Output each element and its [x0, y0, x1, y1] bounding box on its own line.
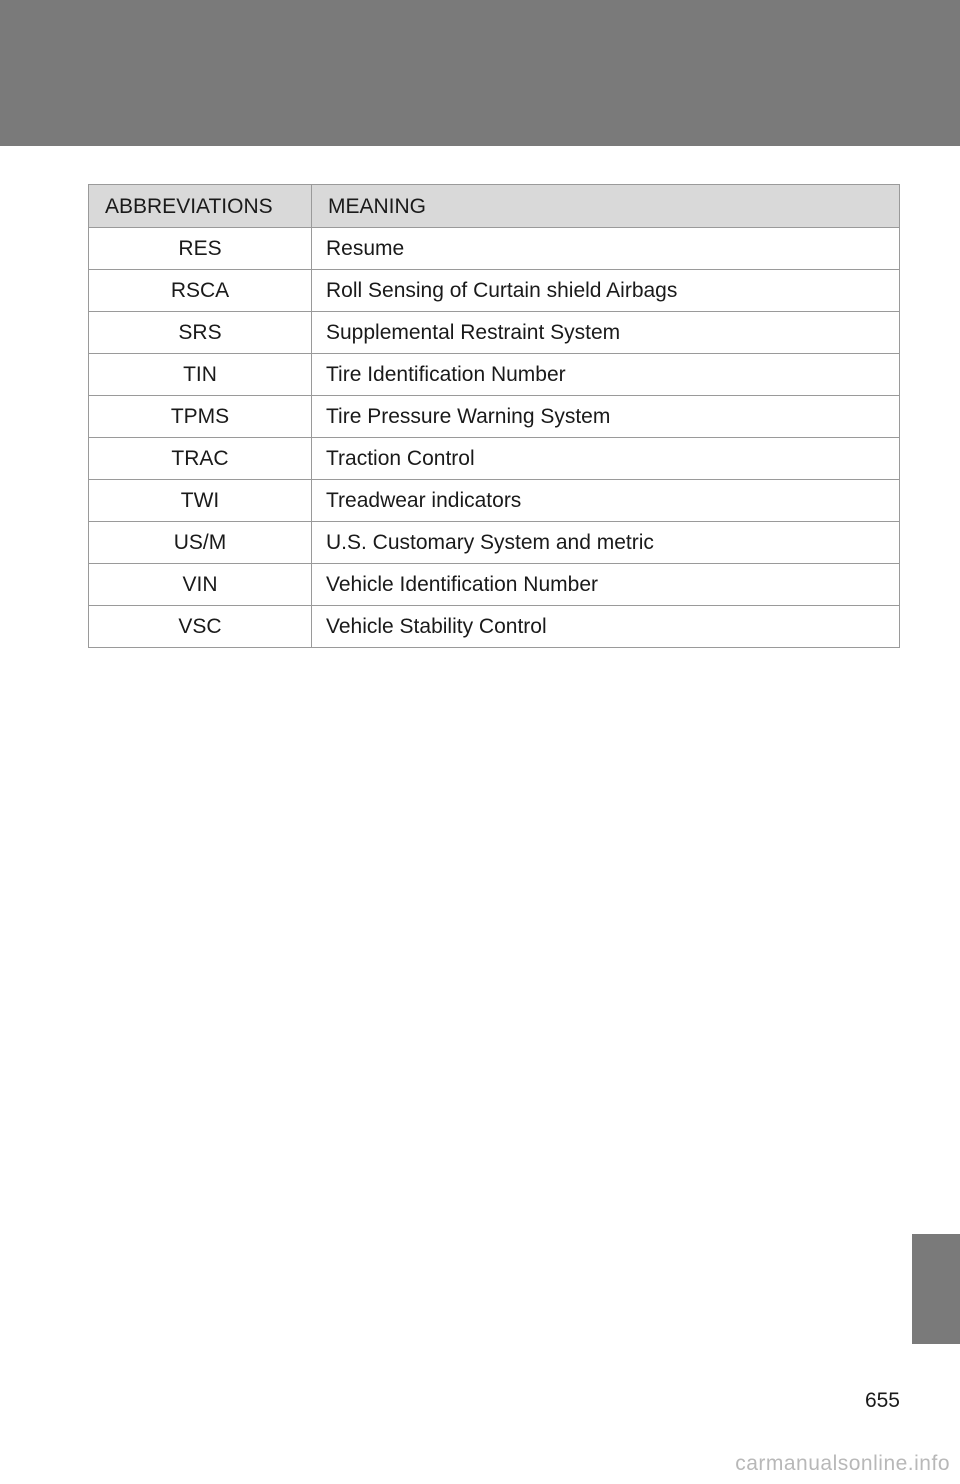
meaning-cell: Vehicle Stability Control — [312, 606, 900, 648]
table-row — [89, 480, 900, 522]
abbreviation-cell: TWI — [89, 480, 312, 522]
table-row — [89, 564, 900, 606]
top-header-band — [0, 0, 960, 146]
meaning-cell: Vehicle Identification Number — [312, 564, 900, 606]
abbreviation-cell: RSCA — [89, 270, 312, 312]
meaning-cell: Tire Identification Number — [312, 354, 900, 396]
abbreviations-table — [88, 184, 900, 648]
table-header-row — [89, 185, 900, 228]
abbreviation-cell: TPMS — [89, 396, 312, 438]
meaning-cell: Treadwear indicators — [312, 480, 900, 522]
watermark-text: carmanualsonline.info — [735, 1452, 950, 1475]
table-row — [89, 438, 900, 480]
meaning-column-header: MEANING — [312, 185, 900, 228]
page-number: 655 — [864, 1389, 900, 1412]
meaning-cell: Traction Control — [312, 438, 900, 480]
section-side-tab — [912, 1234, 960, 1344]
abbreviation-cell: US/M — [89, 522, 312, 564]
table-row — [89, 396, 900, 438]
abbreviation-cell: RES — [89, 228, 312, 270]
table-row — [89, 606, 900, 648]
abbreviation-cell: VSC — [89, 606, 312, 648]
table-row — [89, 228, 900, 270]
abbreviation-cell: TIN — [89, 354, 312, 396]
table-row — [89, 270, 900, 312]
table-row — [89, 312, 900, 354]
table-row — [89, 354, 900, 396]
abbreviation-cell: TRAC — [89, 438, 312, 480]
abbreviation-cell: SRS — [89, 312, 312, 354]
table-row — [89, 522, 900, 564]
meaning-cell: Resume — [312, 228, 900, 270]
meaning-cell: Supplemental Restraint System — [312, 312, 900, 354]
abbreviations-column-header: ABBREVIATIONS — [89, 185, 312, 228]
meaning-cell: Roll Sensing of Curtain shield Airbags — [312, 270, 900, 312]
meaning-cell: Tire Pressure Warning System — [312, 396, 900, 438]
meaning-cell: U.S. Customary System and metric — [312, 522, 900, 564]
abbreviation-cell: VIN — [89, 564, 312, 606]
